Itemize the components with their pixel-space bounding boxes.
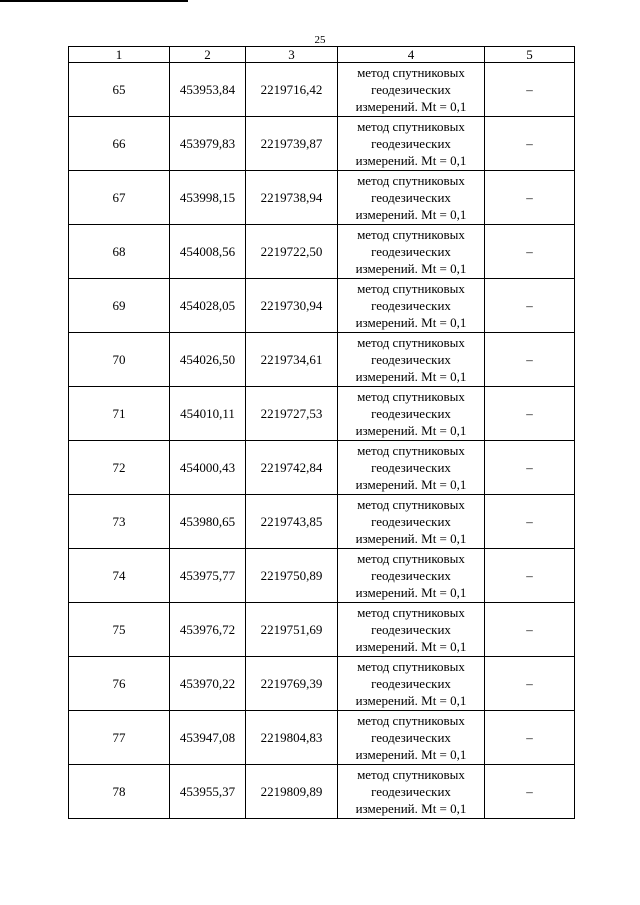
method-cell [338,63,485,117]
method-line: измерений. Mt = 0,1 [355,369,467,384]
method-line: измерений. Mt = 0,1 [355,639,467,654]
y-coordinate-cell: 2219804,83 [246,711,338,765]
y-coordinate-cell: 2219742,84 [246,441,338,495]
method-line: геодезических [371,460,451,475]
note-cell: – [485,495,575,549]
point-number-cell: 75 [69,603,170,657]
method-line: геодезических [371,136,451,151]
note-cell: – [485,549,575,603]
column-header: 3 [246,47,338,63]
note-cell: – [485,279,575,333]
column-header: 2 [170,47,246,63]
method-cell [338,495,485,549]
point-number-cell: 77 [69,711,170,765]
point-number-cell: 74 [69,549,170,603]
table-row [69,603,575,657]
method-line: метод спутниковых [357,65,465,80]
point-number-cell: 70 [69,333,170,387]
method-line: измерений. Mt = 0,1 [355,99,467,114]
table-row [69,657,575,711]
method-line: метод спутниковых [357,389,465,404]
method-line: измерений. Mt = 0,1 [355,261,467,276]
point-number-cell: 65 [69,63,170,117]
y-coordinate-cell: 2219769,39 [246,657,338,711]
method-line: метод спутниковых [357,605,465,620]
method-line: измерений. Mt = 0,1 [355,693,467,708]
method-line: метод спутниковых [357,227,465,242]
x-coordinate-cell: 453980,65 [170,495,246,549]
x-coordinate-cell: 453998,15 [170,171,246,225]
y-coordinate-cell: 2219716,42 [246,63,338,117]
method-line: измерений. Mt = 0,1 [355,207,467,222]
x-coordinate-cell: 453976,72 [170,603,246,657]
note-cell: – [485,171,575,225]
note-cell: – [485,333,575,387]
y-coordinate-cell: 2219734,61 [246,333,338,387]
method-line: метод спутниковых [357,443,465,458]
table-header-row [69,47,575,63]
point-number-cell: 76 [69,657,170,711]
note-cell: – [485,387,575,441]
method-line: геодезических [371,568,451,583]
method-line: геодезических [371,730,451,745]
top-rule [0,0,188,2]
method-cell [338,441,485,495]
point-number-cell: 71 [69,387,170,441]
x-coordinate-cell: 454028,05 [170,279,246,333]
table-row [69,333,575,387]
table-row [69,495,575,549]
note-cell: – [485,603,575,657]
point-number-cell: 69 [69,279,170,333]
method-line: геодезических [371,622,451,637]
method-line: измерений. Mt = 0,1 [355,585,467,600]
method-line: метод спутниковых [357,497,465,512]
note-cell: – [485,711,575,765]
method-line: геодезических [371,298,451,313]
x-coordinate-cell: 454008,56 [170,225,246,279]
method-line: геодезических [371,676,451,691]
method-line: метод спутниковых [357,713,465,728]
x-coordinate-cell: 454010,11 [170,387,246,441]
table-row [69,549,575,603]
y-coordinate-cell: 2219722,50 [246,225,338,279]
x-coordinate-cell: 453947,08 [170,711,246,765]
method-line: измерений. Mt = 0,1 [355,153,467,168]
column-header: 4 [338,47,485,63]
method-cell [338,333,485,387]
method-cell [338,225,485,279]
method-line: геодезических [371,190,451,205]
point-number-cell: 68 [69,225,170,279]
method-cell [338,657,485,711]
y-coordinate-cell: 2219738,94 [246,171,338,225]
x-coordinate-cell: 453953,84 [170,63,246,117]
x-coordinate-cell: 454000,43 [170,441,246,495]
method-cell [338,117,485,171]
note-cell: – [485,63,575,117]
method-line: геодезических [371,406,451,421]
table-row [69,765,575,819]
point-number-cell: 66 [69,117,170,171]
method-line: измерений. Mt = 0,1 [355,801,467,816]
method-line: измерений. Mt = 0,1 [355,531,467,546]
x-coordinate-cell: 453975,77 [170,549,246,603]
method-cell [338,765,485,819]
note-cell: – [485,225,575,279]
method-line: геодезических [371,244,451,259]
note-cell: – [485,765,575,819]
note-cell: – [485,441,575,495]
y-coordinate-cell: 2219751,69 [246,603,338,657]
table-row [69,63,575,117]
method-cell [338,171,485,225]
method-line: измерений. Mt = 0,1 [355,747,467,762]
method-line: метод спутниковых [357,767,465,782]
page-number: 25 [314,34,326,46]
method-line: метод спутниковых [357,119,465,134]
point-number-cell: 72 [69,441,170,495]
table-row [69,711,575,765]
x-coordinate-cell: 453979,83 [170,117,246,171]
column-header: 1 [69,47,170,63]
table-row [69,279,575,333]
x-coordinate-cell: 454026,50 [170,333,246,387]
point-number-cell: 78 [69,765,170,819]
y-coordinate-cell: 2219739,87 [246,117,338,171]
method-line: измерений. Mt = 0,1 [355,315,467,330]
y-coordinate-cell: 2219743,85 [246,495,338,549]
method-cell [338,549,485,603]
note-cell: – [485,117,575,171]
point-number-cell: 67 [69,171,170,225]
table-row [69,441,575,495]
coordinates-table [68,46,575,819]
y-coordinate-cell: 2219750,89 [246,549,338,603]
point-number-cell: 73 [69,495,170,549]
method-cell [338,711,485,765]
method-line: метод спутниковых [357,551,465,566]
method-line: измерений. Mt = 0,1 [355,477,467,492]
method-line: геодезических [371,514,451,529]
x-coordinate-cell: 453970,22 [170,657,246,711]
y-coordinate-cell: 2219730,94 [246,279,338,333]
column-header: 5 [485,47,575,63]
method-line: геодезических [371,784,451,799]
table-row [69,225,575,279]
table-row [69,117,575,171]
y-coordinate-cell: 2219727,53 [246,387,338,441]
table-row [69,171,575,225]
method-line: метод спутниковых [357,173,465,188]
method-line: измерений. Mt = 0,1 [355,423,467,438]
method-line: метод спутниковых [357,659,465,674]
x-coordinate-cell: 453955,37 [170,765,246,819]
note-cell: – [485,657,575,711]
y-coordinate-cell: 2219809,89 [246,765,338,819]
method-line: метод спутниковых [357,335,465,350]
method-cell [338,279,485,333]
method-cell [338,387,485,441]
table-row [69,387,575,441]
method-line: геодезических [371,352,451,367]
method-line: геодезических [371,82,451,97]
method-line: метод спутниковых [357,281,465,296]
table-body [69,63,575,819]
method-cell [338,603,485,657]
